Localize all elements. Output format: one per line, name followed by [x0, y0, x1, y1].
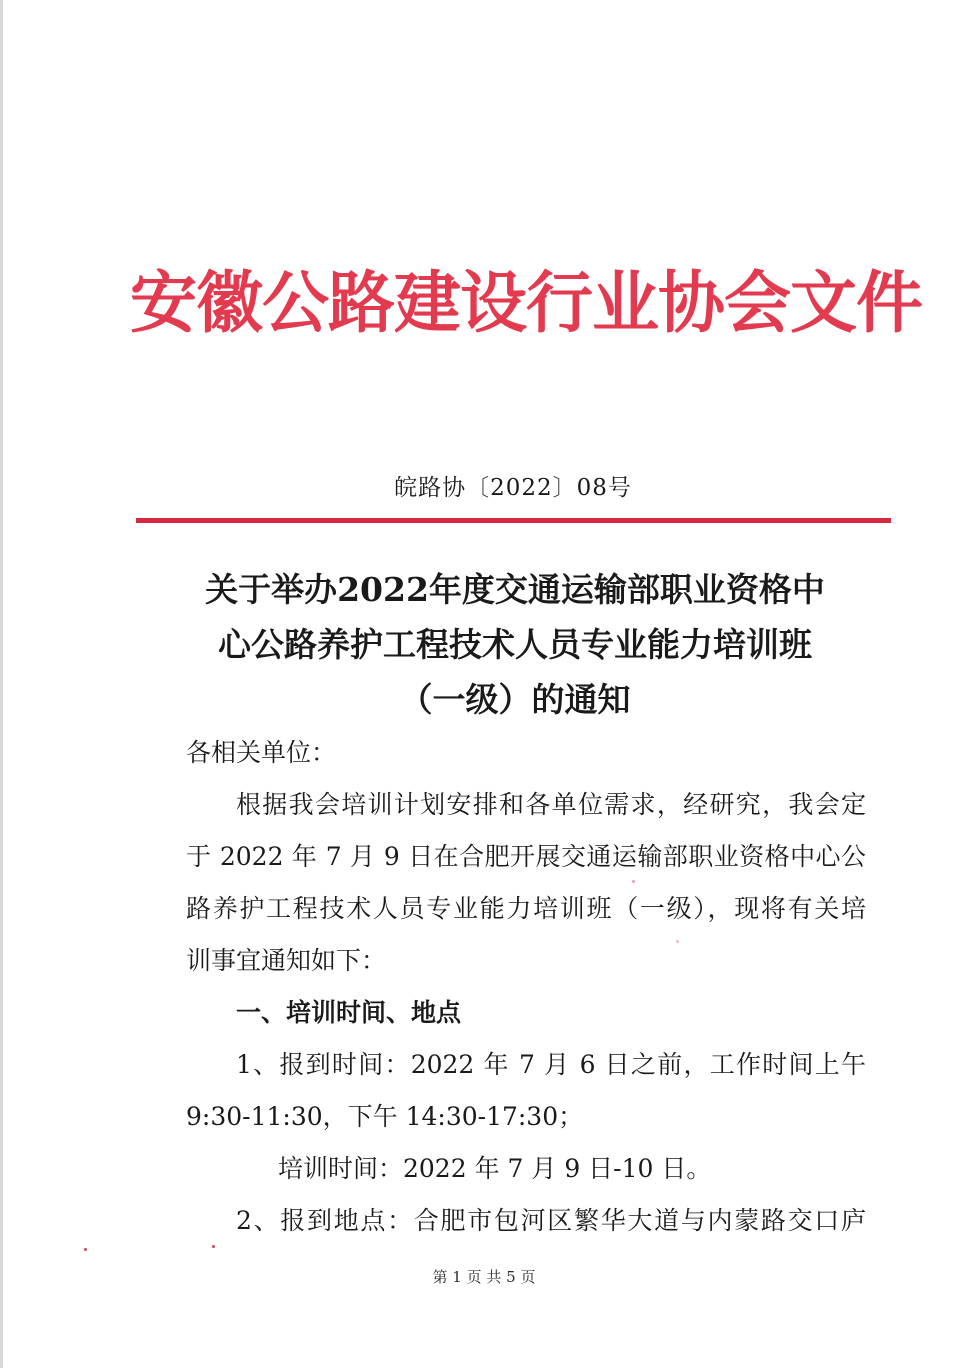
paragraph-1-line-3: 路养护工程技术人员专业能力培训班（一级），现将有关培 — [186, 894, 866, 923]
training-time: 培训时间：2022 年 7 月 9 日-10 日。 — [278, 1154, 712, 1183]
notice-title — [140, 562, 890, 727]
document-number: 皖路协〔2022〕08号 — [394, 475, 632, 501]
masthead-title: 安徽公路建设行业协会文件 — [130, 263, 922, 342]
red-separator-rule — [136, 518, 891, 523]
scan-speck — [84, 1248, 87, 1251]
title-line-3: （一级）的通知 — [399, 680, 631, 719]
scan-speck — [212, 1245, 215, 1248]
scan-speck — [676, 940, 679, 943]
item-2-line-1: 2、报到地点：合肥市包河区繁华大道与内蒙路交口庐 — [236, 1206, 866, 1235]
notice-body — [186, 727, 866, 1247]
item-1-line-2: 9:30-11:30，下午 14:30-17:30； — [186, 1102, 584, 1131]
item-1-line-1: 1、报到时间：2022 年 7 月 6 日之前，工作时间上午 — [236, 1050, 866, 1079]
section-1-heading: 一、培训时间、地点 — [236, 998, 462, 1027]
paragraph-1-line-2: 于 2022 年 7 月 9 日在合肥开展交通运输部职业资格中心公 — [186, 842, 866, 871]
paragraph-1-line-1: 根据我会培训计划安排和各单位需求，经研究，我会定 — [236, 790, 866, 819]
title-line-2: 心公路养护工程技术人员专业能力培训班 — [218, 625, 812, 664]
page-footer: 第 1 页 共 5 页 — [432, 1268, 536, 1286]
scan-speck — [632, 880, 635, 883]
scan-edge — [0, 0, 3, 1368]
title-line-1: 关于举办2022年度交通运输部职业资格中 — [205, 570, 825, 609]
salutation: 各相关单位： — [186, 738, 337, 767]
paragraph-1-line-4: 训事宜通知如下： — [186, 946, 387, 975]
